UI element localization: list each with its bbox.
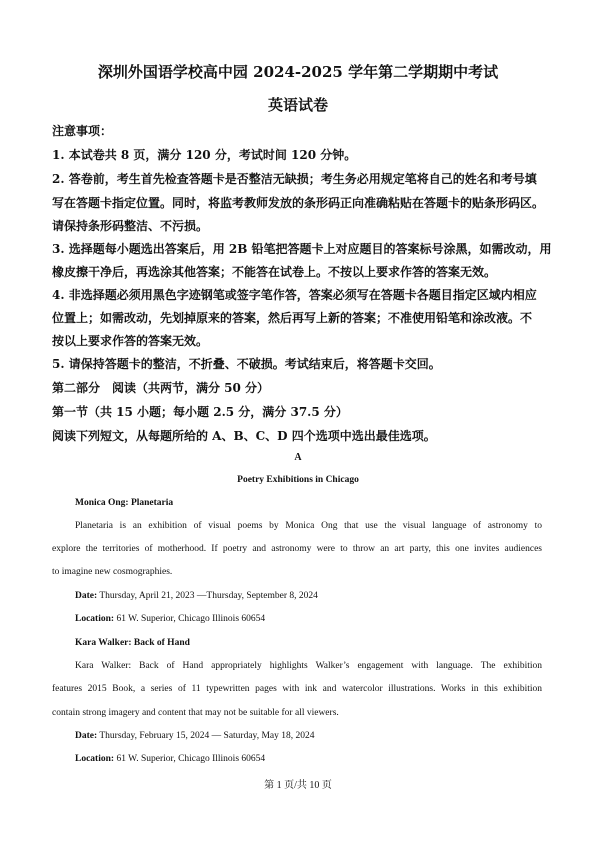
exhibition-text-line: contain strong imagery and content that may not be suitable for all viewers.	[52, 708, 339, 718]
passage-letter: A	[294, 452, 302, 463]
page-number: 第 1 页/共 10 页	[264, 780, 332, 791]
location-value: 61 W. Superior, Chicago Illinois 60654	[114, 614, 266, 624]
notice-heading: 注意事项：	[52, 124, 113, 138]
notice-line: 橡皮擦干净后，再选涂其他答案；不能答在试卷上。不按以上要求作答的答案无效。	[52, 265, 497, 279]
passage-title: Poetry Exhibitions in Chicago	[237, 475, 359, 485]
section-sub: 第一节（共 15 小题；每小题 2.5 分，满分 37.5 分）	[52, 405, 348, 419]
location-label: Location:	[75, 754, 115, 764]
exhibition-text-line: features 2015 Book, a series of 11 typewritten pages with ink and watercolor illustrations. Works in this exhibition	[52, 684, 542, 694]
exhibition-text-line: Kara Walker: Back of Hand appropriately highlights Walker’s engagement with language. The exhibition	[75, 661, 542, 671]
section-part: 第二部分 阅读（共两节，满分 50 分）	[52, 381, 270, 395]
notice-line: 4. 非选择题必须用黑色字迹钢笔或签字笔作答，答案必须写在答题卡各题目指定区域内相应	[52, 288, 537, 302]
notice-line: 位置上；如需改动，先划掉原来的答案，然后再写上新的答案；不准使用铅笔和涂改液。不	[52, 311, 533, 325]
exhibition-location	[75, 614, 265, 624]
date-value: Thursday, February 15, 2024 — Saturday, May 18, 2024	[97, 731, 315, 741]
exhibition-heading: Monica Ong: Planetaria	[75, 498, 174, 508]
exhibition-date	[75, 591, 318, 601]
exhibition-text-line: Planetaria is an exhibition of visual poems by Monica Ong that use the visual language of astronomy to	[75, 521, 542, 531]
exhibition-date	[75, 731, 314, 741]
exam-title: 深圳外国语学校高中园 2024-2025 学年第二学期期中考试	[97, 63, 499, 81]
exhibition-text-line: to imagine new cosmographies.	[52, 567, 173, 577]
notice-line: 5. 请保持答题卡的整洁，不折叠、不破损。考试结束后，将答题卡交回。	[52, 357, 441, 371]
notice-line: 按以上要求作答的答案无效。	[52, 334, 209, 348]
exhibition-text-line: explore the territories of motherhood. If poetry and astronomy were to throw an art party, this one invites audiences	[52, 544, 542, 554]
section-instruction: 阅读下列短文，从每题所给的 A、B、C、D 四个选项中选出最佳选项。	[52, 429, 436, 443]
exhibition-heading: Kara Walker: Back of Hand	[75, 638, 190, 648]
notice-line: 请保持条形码整洁、不污损。	[52, 219, 209, 233]
notice-line: 写在答题卡指定位置。同时，将监考教师发放的条形码正向准确粘贴在答题卡的贴条形码区。	[52, 196, 545, 210]
location-label: Location:	[75, 614, 115, 624]
date-label: Date:	[75, 731, 98, 741]
date-value: Thursday, April 21, 2023 —Thursday, September 8, 2024	[97, 591, 318, 601]
notice-line: 3. 选择题每小题选出答案后，用 2B 铅笔把答题卡上对应题目的答案标号涂黑，如需改动，用	[52, 242, 552, 256]
exhibition-location	[75, 754, 265, 764]
notice-line: 1. 本试卷共 8 页，满分 120 分，考试时间 120 分钟。	[52, 148, 357, 162]
notice-line: 2. 答卷前，考生首先检查答题卡是否整洁无缺损；考生务必用规定笔将自己的姓名和考号填	[52, 172, 537, 186]
location-value: 61 W. Superior, Chicago Illinois 60654	[114, 754, 266, 764]
date-label: Date:	[75, 591, 98, 601]
exam-subtitle: 英语试卷	[267, 96, 328, 114]
